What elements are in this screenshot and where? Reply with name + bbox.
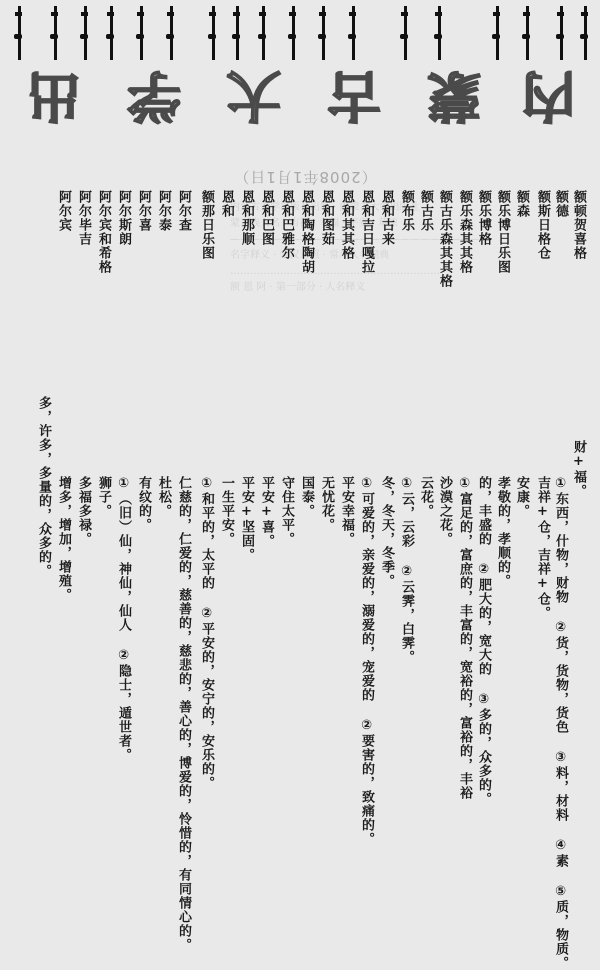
entry-name: 恩和图茹 xyxy=(319,190,334,246)
entry-def: 多，许多，多量的，众多的。 xyxy=(36,396,51,578)
entry-def: 冬，冬天，冬季。 xyxy=(379,476,394,588)
entry-name: 恩和吉日嘎拉 xyxy=(359,190,374,274)
entry-name: 恩和 xyxy=(219,190,234,218)
entry-name: 阿尔查 xyxy=(176,190,191,232)
banner-char: 大 xyxy=(227,64,281,128)
bleed-through-text: 内蒙古大学出版社出版 · 内蒙古大学出版社 蒙古族人名 · 吉祥 · 幸福 · 平安 · 草原 —————————————————————————— 名字释义 · 蒙汉对照 · 常用人名词典 ……………………………………………………… 额 恩 阿 · 第一部分 · 人名释义 xyxy=(230,202,490,293)
entry-name: 恩和巴雅尔 xyxy=(279,190,294,260)
entry-def: 狮子。 xyxy=(96,476,111,518)
entry-def: 孝敬的，孝顺的。 xyxy=(495,476,510,588)
entry-def: ①可爱的，亲爱的，溺爱的，宠爱的 ②要害的，致痛的。 xyxy=(359,476,374,846)
entry-def: 仁慈的，仁爱的，慈善的，慈悲的，善心的，博爱的，怜惜的，有同情心的。 xyxy=(176,476,191,952)
entry-def: 吉祥+仓，吉祥+仓。 xyxy=(535,476,550,620)
entry-def: 国泰。 xyxy=(299,476,314,518)
entry-name: 额乐博日乐图 xyxy=(495,190,510,274)
entry-name: 额顿贺喜格 xyxy=(571,190,586,260)
entry-def: 杜松。 xyxy=(156,476,171,518)
entry-name: 额乐博格 xyxy=(476,190,491,246)
banner-char: 出 xyxy=(27,64,81,128)
entry-def: ①云，云彩 ②云霁，白霁。 xyxy=(399,476,414,664)
entry-def: 增多，增加，增殖。 xyxy=(56,476,71,602)
entry-name: 额斯日格仓 xyxy=(535,190,550,260)
entry-name: 恩和古来 xyxy=(379,190,394,246)
header-date: （2008年1月1日） xyxy=(233,168,377,186)
entry-def: ①（旧）仙，神仙，仙人 ②隐士，遁世者。 xyxy=(116,476,131,762)
entry-def: 安康。 xyxy=(514,476,529,518)
entry-def: 多福多禄。 xyxy=(76,476,91,546)
entry-name: 额布乐 xyxy=(399,190,414,232)
entry-def: 平安+坚固。 xyxy=(239,476,254,562)
entry-name: 额那日乐图 xyxy=(199,190,214,260)
publisher-banner xyxy=(20,66,590,126)
entry-def: ①东西，什物，财物 ②货，货物，货色 ③料，材料 ④素 ⑤质，物质。 xyxy=(553,476,568,970)
entry-def: 守住太平。 xyxy=(279,476,294,546)
entry-def: 一生平安。 xyxy=(219,476,234,546)
banner-char: 内 xyxy=(522,64,576,128)
entry-name: 额森 xyxy=(514,190,529,218)
entry-name: 阿尔毕吉 xyxy=(76,190,91,246)
banner-char: 古 xyxy=(327,64,381,128)
entry-name: 恩和陶格陶胡 xyxy=(299,190,314,274)
entry-name: 阿尔喜 xyxy=(136,190,151,232)
mongolian-script-strip xyxy=(0,0,600,62)
entry-name: 额古乐森其其格 xyxy=(437,190,452,288)
entry-name: 额古乐 xyxy=(418,190,433,232)
entry-def: ①富足的，富庶的，丰富的，宽裕的，富裕的，丰裕 xyxy=(457,476,472,800)
entry-name: 额乐森其其格 xyxy=(457,190,472,274)
entry-def: 的，丰盛的 ②肥大的，宽大的 ③多的，众多的。 xyxy=(476,476,491,806)
entry-name: 恩和巴图 xyxy=(259,190,274,246)
entry-def: 平安+喜。 xyxy=(259,476,274,548)
entry-name: 阿尔宾和希格 xyxy=(96,190,111,274)
entry-name: 阿尔斯朗 xyxy=(116,190,131,246)
entry-def: ①和平的，太平的 ②平安的，安宁的，安乐的。 xyxy=(199,476,214,790)
entry-def: 沙漠之花。 xyxy=(437,476,452,546)
banner-char: 学 xyxy=(127,64,181,128)
entry-def: 云花。 xyxy=(418,476,433,518)
entry-def: 平安幸福。 xyxy=(339,476,354,546)
banner-char: 蒙 xyxy=(427,64,481,128)
entry-def: 有纹的。 xyxy=(136,476,151,532)
entry-name: 额德 xyxy=(553,190,568,218)
entry-name: 恩和其其格 xyxy=(339,190,354,260)
entry-def: 财+福。 xyxy=(571,440,586,498)
entry-name: 阿尔宾 xyxy=(56,190,71,232)
entry-def: 无忧花。 xyxy=(319,476,334,532)
entry-name: 恩和那顺 xyxy=(239,190,254,246)
entry-name: 阿尔泰 xyxy=(156,190,171,232)
